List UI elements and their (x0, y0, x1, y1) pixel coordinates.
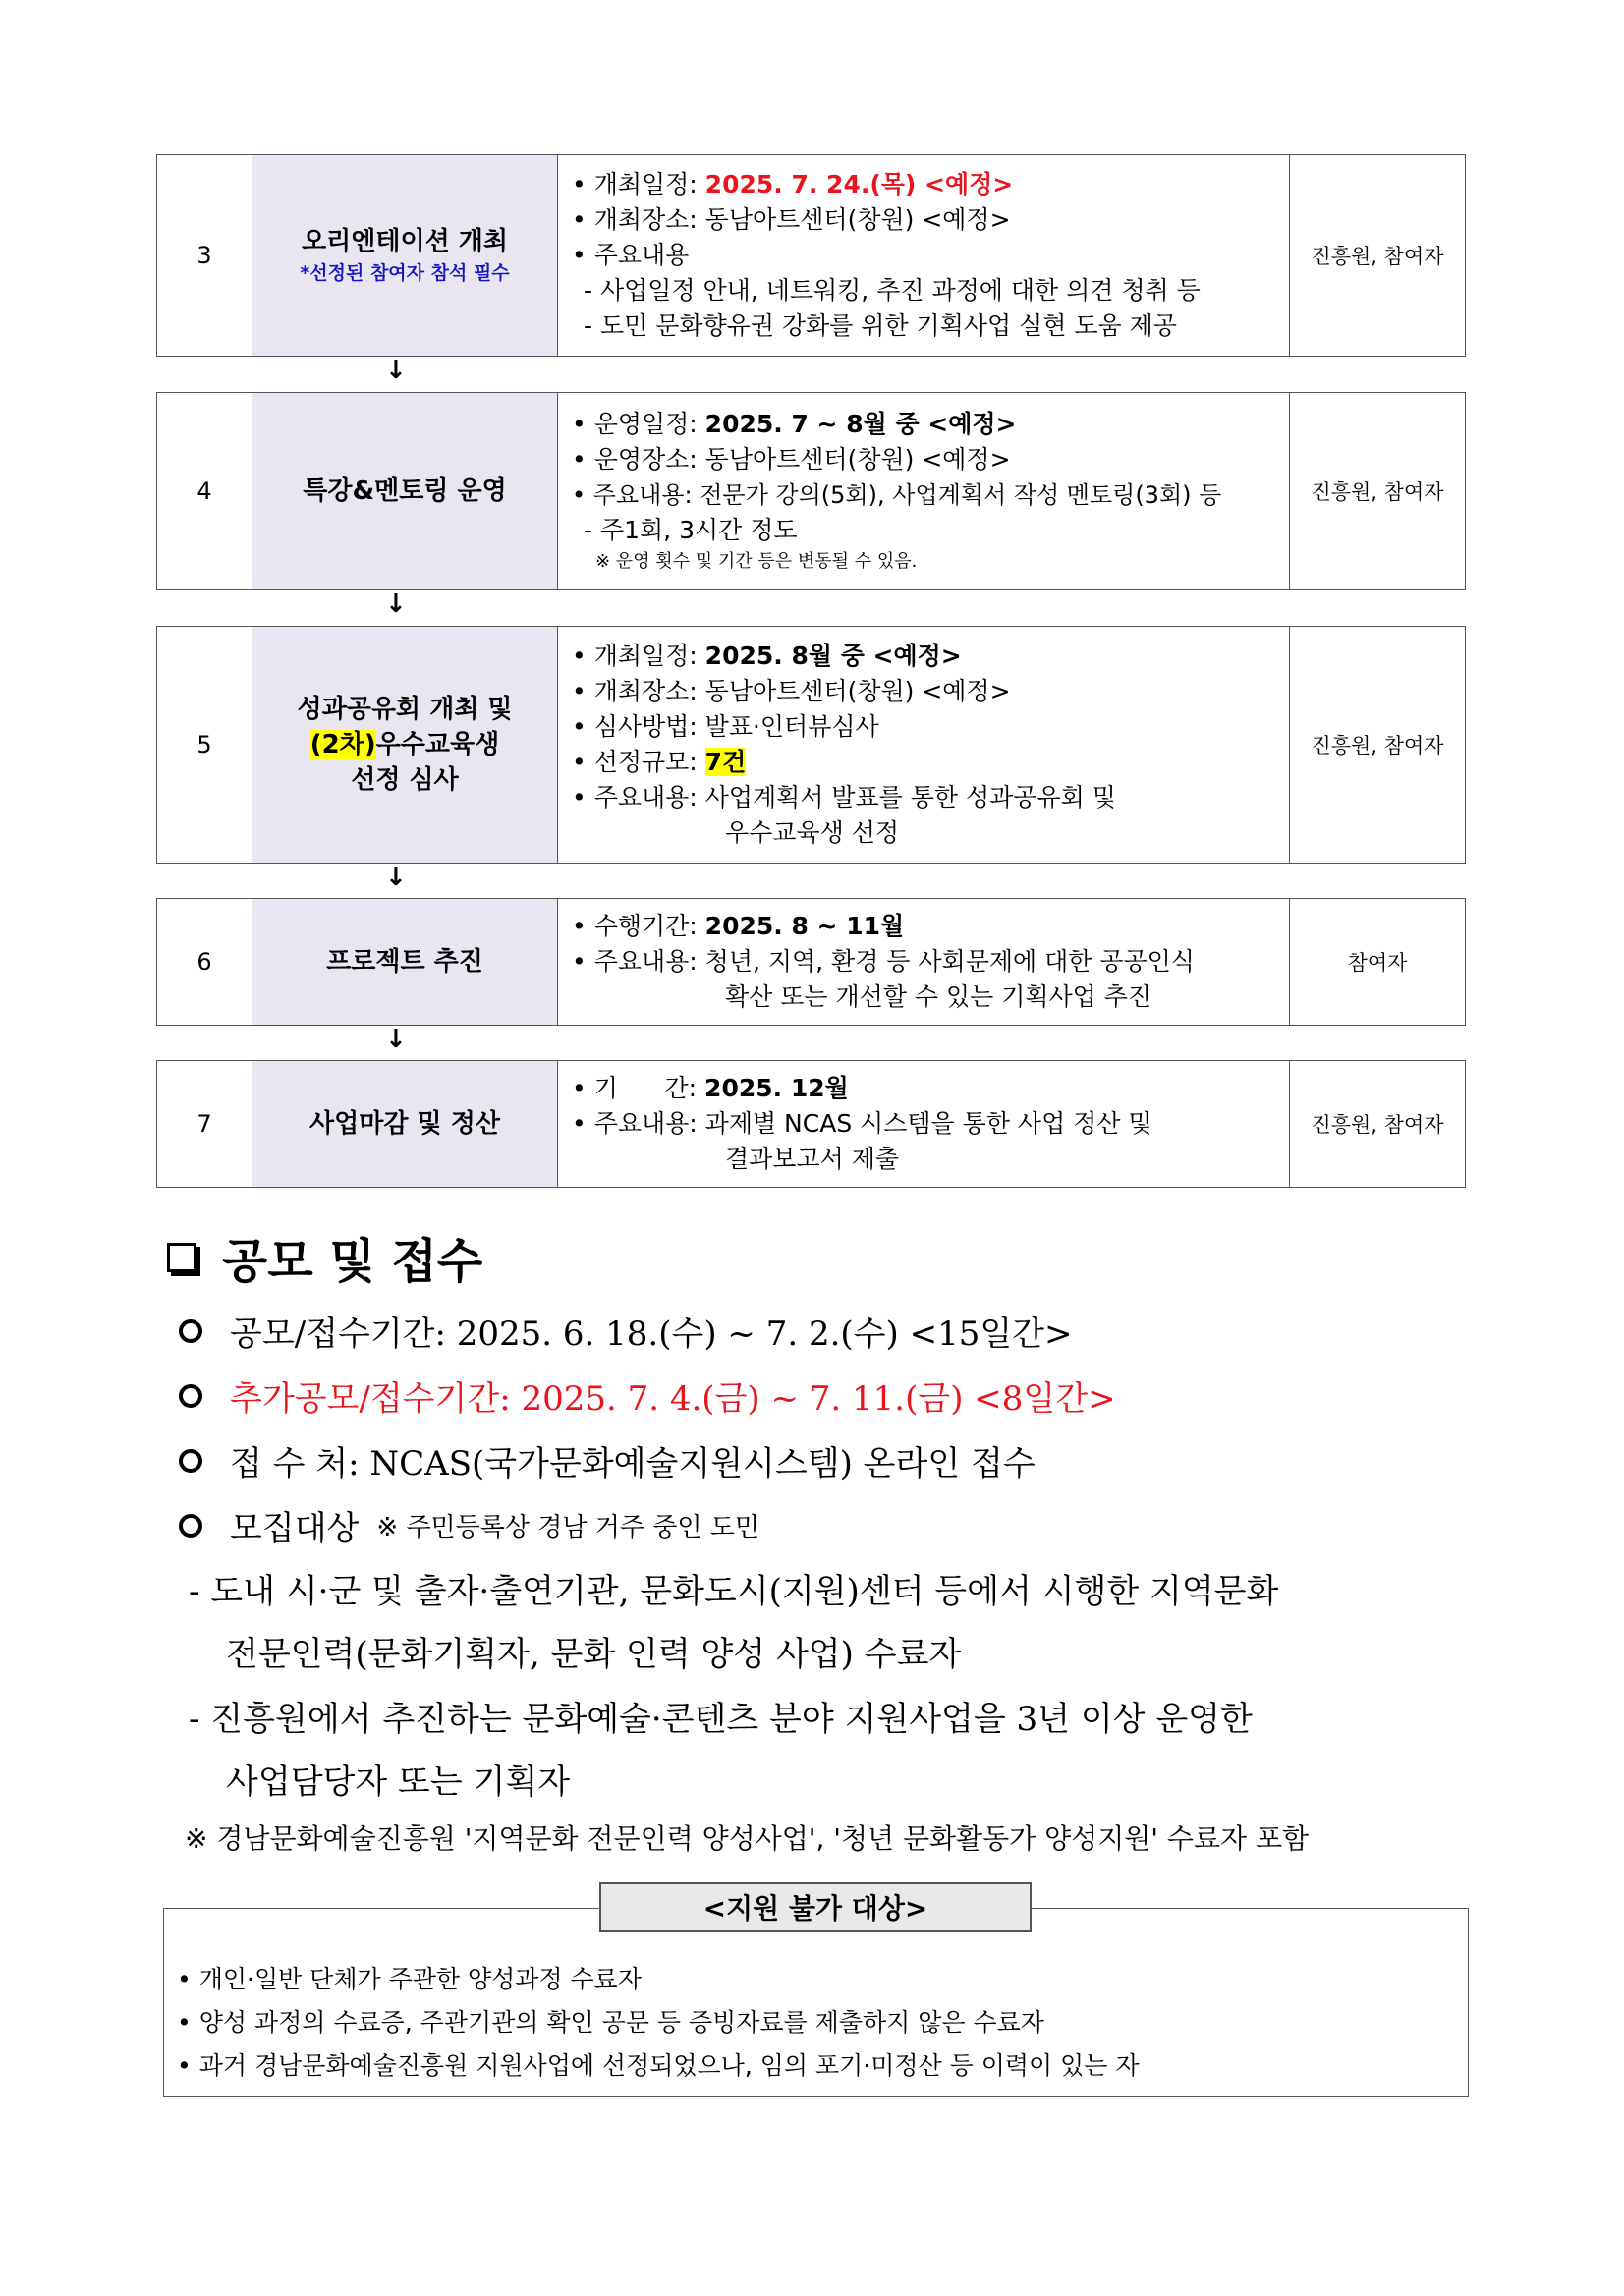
list-item-note: ※ 주민등록상 경남 거주 중인 도민 (376, 1513, 760, 1542)
step-content (558, 1061, 1290, 1187)
content-line: • 주요내용: 사업계획서 발표를 통한 성과공유회 및 (572, 783, 1116, 812)
content-line: • 주요내용: 전문가 강의(5회), 사업계획서 작성 멘토링(3회) 등 (572, 481, 1222, 509)
footnote: ※ 경남문화예술진흥원 '지역문화 전문인력 양성사업', '청년 문화활동가 양성지원' 수료자 포함 (185, 1822, 1310, 1855)
line-label: • 선정규모: (572, 748, 705, 776)
step-content (558, 627, 1290, 863)
circle-bullet-icon (179, 1514, 202, 1538)
list-item (175, 1501, 759, 1549)
date-value: 2025. 7. 24.(목) <예정> (704, 170, 1014, 198)
list-item (175, 1372, 1116, 1420)
step-title (252, 627, 558, 863)
down-arrow-icon: ↓ (385, 1025, 407, 1054)
content-line (572, 639, 1279, 674)
date-value: 2025. 8월 중 <예정> (704, 642, 962, 670)
step-number: 6 (157, 899, 252, 1025)
content-line: • 주요내용: 과제별 NCAS 시스템을 통한 사업 정산 및 (572, 1109, 1152, 1138)
content-note: ※ 운영 횟수 및 기간 등은 변동될 수 있음. (595, 551, 918, 572)
ineligible-item: • 개인·일반 단체가 주관한 양성과정 수료자 (177, 1965, 642, 1993)
sub-item-cont: 사업담당자 또는 기획자 (226, 1763, 571, 1802)
highlight-value: 7건 (704, 748, 747, 776)
step-title (252, 393, 558, 589)
step-title (252, 155, 558, 356)
content-line (572, 1071, 1279, 1106)
date-value: 2025. 8 ~ 11월 (704, 912, 905, 940)
down-arrow-icon: ↓ (385, 356, 407, 385)
ineligible-item: • 양성 과정의 수료증, 주관기관의 확인 공문 등 증빙자료를 제출하지 않은 수료자 (177, 2008, 1044, 2037)
list-item-text: 공모/접수기간: 2025. 6. 18.(수) ~ 7. 2.(수) <15일간> (230, 1315, 1073, 1354)
step-title-part: 우수교육생 (375, 730, 500, 759)
content-line: • 개최장소: 동남아트센터(창원) <예정> (572, 677, 1011, 705)
content-line: • 운영장소: 동남아트센터(창원) <예정> (572, 445, 1011, 474)
ineligible-title: <지원 불가 대상> (599, 1882, 1032, 1932)
step-title-text: 사업마감 및 정산 (309, 1109, 500, 1139)
content-line: • 주요내용 (572, 241, 690, 269)
list-item-text: 추가공모/접수기간: 2025. 7. 4.(금) ~ 7. 11.(금) <8일간> (230, 1379, 1116, 1419)
checkbox-square-icon (167, 1243, 196, 1272)
content-line: • 주요내용: 청년, 지역, 환경 등 사회문제에 대한 공공인식 (572, 947, 1195, 976)
highlight-text: (2차) (309, 730, 376, 759)
step-owner: 진흥원, 참여자 (1311, 734, 1444, 757)
step-row-4 (156, 392, 1466, 590)
circle-bullet-icon (179, 1449, 202, 1473)
step-number: 3 (157, 155, 252, 356)
step-title-text: 프로젝트 추진 (326, 947, 483, 977)
step-title-text: 선정 심사 (351, 765, 459, 795)
down-arrow-icon: ↓ (385, 863, 407, 892)
list-item (175, 1307, 1073, 1355)
content-line: - 사업일정 안내, 네트워킹, 추진 과정에 대한 의견 청취 등 (584, 276, 1201, 305)
step-content (558, 155, 1290, 356)
step-owner: 진흥원, 참여자 (1311, 245, 1444, 268)
list-item (175, 1436, 1036, 1484)
content-line (572, 909, 1279, 944)
content-line: • 심사방법: 발표·인터뷰심사 (572, 712, 879, 741)
content-line: 확산 또는 개선할 수 있는 기획사업 추진 (725, 982, 1152, 1011)
down-arrow-icon: ↓ (385, 589, 407, 619)
line-label: • 운영일정: (572, 410, 705, 438)
date-value: 2025. 7 ~ 8월 중 <예정> (704, 410, 1017, 438)
content-line: - 주1회, 3시간 정도 (584, 516, 798, 544)
step-title (252, 899, 558, 1025)
content-line: - 도민 문화향유권 강화를 위한 기획사업 실현 도움 제공 (584, 311, 1177, 340)
step-title-text: 특강&멘토링 운영 (303, 476, 507, 506)
line-label: • 개최일정: (572, 170, 705, 198)
content-line: 우수교육생 선정 (725, 818, 899, 847)
line-label: • 개최일정: (572, 642, 705, 670)
section-title-text: 공모 및 접수 (222, 1234, 483, 1289)
content-line (572, 745, 1279, 780)
step-owner: 진흥원, 참여자 (1311, 480, 1444, 504)
date-value: 2025. 12월 (704, 1074, 849, 1102)
step-row-5 (156, 626, 1466, 864)
circle-bullet-icon (179, 1319, 202, 1343)
step-number: 4 (157, 393, 252, 589)
section-title (167, 1223, 482, 1291)
line-label: • 기 간: (572, 1074, 705, 1102)
step-title-text (310, 727, 500, 762)
step-number: 7 (157, 1061, 252, 1187)
list-item-text: 접 수 처: NCAS(국가문화예술지원시스템) 온라인 접수 (230, 1444, 1036, 1484)
content-line: • 개최장소: 동남아트센터(창원) <예정> (572, 205, 1011, 234)
step-row-6 (156, 898, 1466, 1026)
step-content (558, 393, 1290, 589)
step-title-text: 오리엔테이션 개최 (302, 227, 508, 256)
content-line (572, 407, 1279, 442)
step-owner: 진흥원, 참여자 (1311, 1113, 1444, 1137)
ineligible-item: • 과거 경남문화예술진흥원 지원사업에 선정되었으나, 임의 포기·미정산 등 이력이 있는 자 (177, 2051, 1140, 2080)
content-line: 결과보고서 제출 (725, 1145, 899, 1173)
sub-item-cont: 전문인력(문화기획자, 문화 인력 양성 사업) 수료자 (226, 1635, 962, 1674)
step-title-text: 성과공유회 개최 및 (297, 695, 513, 724)
line-label: • 수행기간: (572, 912, 705, 940)
circle-bullet-icon (179, 1384, 202, 1408)
step-title (252, 1061, 558, 1187)
sub-item: - 도내 시·군 및 출자·출연기관, 문화도시(지원)센터 등에서 시행한 지역문화 (189, 1572, 1279, 1611)
step-title-note: *선정된 참여자 참석 필수 (300, 262, 510, 284)
sub-item: - 진흥원에서 추진하는 문화예술·콘텐츠 분야 지원사업을 3년 이상 운영한 (189, 1700, 1253, 1739)
step-row-7 (156, 1060, 1466, 1188)
list-item-text: 모집대상 (230, 1509, 360, 1548)
content-line (572, 167, 1279, 202)
step-number: 5 (157, 627, 252, 863)
step-row-3 (156, 154, 1466, 357)
step-owner: 참여자 (1347, 951, 1408, 975)
step-content (558, 899, 1290, 1025)
